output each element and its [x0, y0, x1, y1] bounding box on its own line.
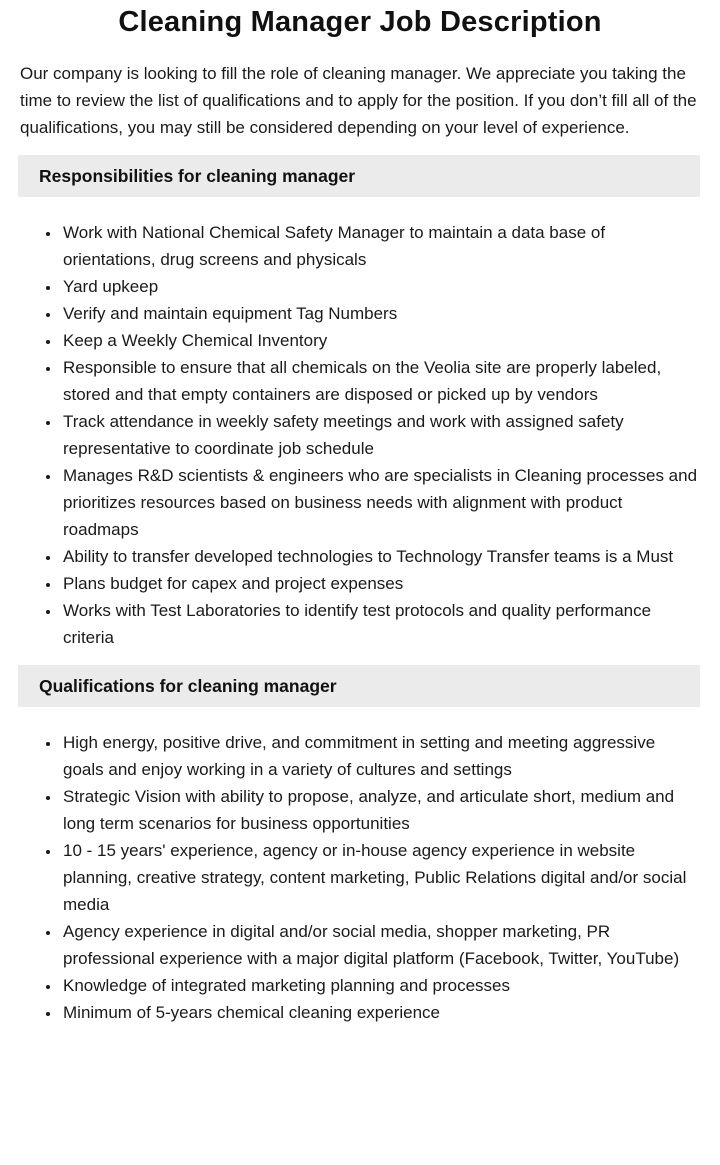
section-header-responsibilities: Responsibilities for cleaning manager — [18, 155, 700, 197]
section-responsibilities — [0, 155, 720, 651]
list-item: • Keep a Weekly Chemical Inventory — [61, 327, 700, 354]
list-item: • Plans budget for capex and project expenses — [61, 570, 700, 597]
list-item: • Minimum of 5-years chemical cleaning experience — [61, 999, 700, 1026]
list-item: • Responsible to ensure that all chemicals on the Veolia site are properly labeled, stored and that empty containers are disposed or picked up by vendors — [61, 354, 700, 408]
section-header-qualifications: Qualifications for cleaning manager — [18, 665, 700, 707]
list-item: • Work with National Chemical Safety Manager to maintain a data base of orientations, drug screens and physicals — [61, 219, 700, 273]
list-item: • Knowledge of integrated marketing planning and processes — [61, 972, 700, 999]
page-title: Cleaning Manager Job Description — [118, 6, 602, 38]
list-item: • Manages R&D scientists & engineers who are specialists in Cleaning processes and prioritizes resources based on business needs with alignment with product roadmaps — [61, 462, 700, 543]
intro-paragraph: Our company is looking to fill the role of cleaning manager. We appreciate you taking the time to review the list of qualifications and to apply for the position. If you don’t fill all of the qualifications, you may still be considered depending on your level of experience. — [20, 64, 697, 137]
list-item: • Verify and maintain equipment Tag Numbers — [61, 300, 700, 327]
section-qualifications — [0, 665, 720, 1026]
list-item: • Ability to transfer developed technologies to Technology Transfer teams is a Must — [61, 543, 700, 570]
list-item: • Works with Test Laboratories to identify test protocols and quality performance criteria — [61, 597, 700, 651]
list-item: • Track attendance in weekly safety meetings and work with assigned safety representative to coordinate job schedule — [61, 408, 700, 462]
list-item: • Yard upkeep — [61, 273, 700, 300]
responsibilities-list — [18, 219, 700, 651]
list-item: • High energy, positive drive, and commitment in setting and meeting aggressive goals and enjoy working in a variety of cultures and settings — [61, 729, 700, 783]
list-item: • Agency experience in digital and/or social media, shopper marketing, PR professional experience with a major digital platform (Facebook, Twitter, YouTube) — [61, 918, 700, 972]
list-item: • 10 - 15 years' experience, agency or in-house agency experience in website planning, creative strategy, content marketing, Public Relations digital and/or social media — [61, 837, 700, 918]
qualifications-list — [18, 729, 700, 1026]
list-item: • Strategic Vision with ability to propose, analyze, and articulate short, medium and long term scenarios for business opportunities — [61, 783, 700, 837]
